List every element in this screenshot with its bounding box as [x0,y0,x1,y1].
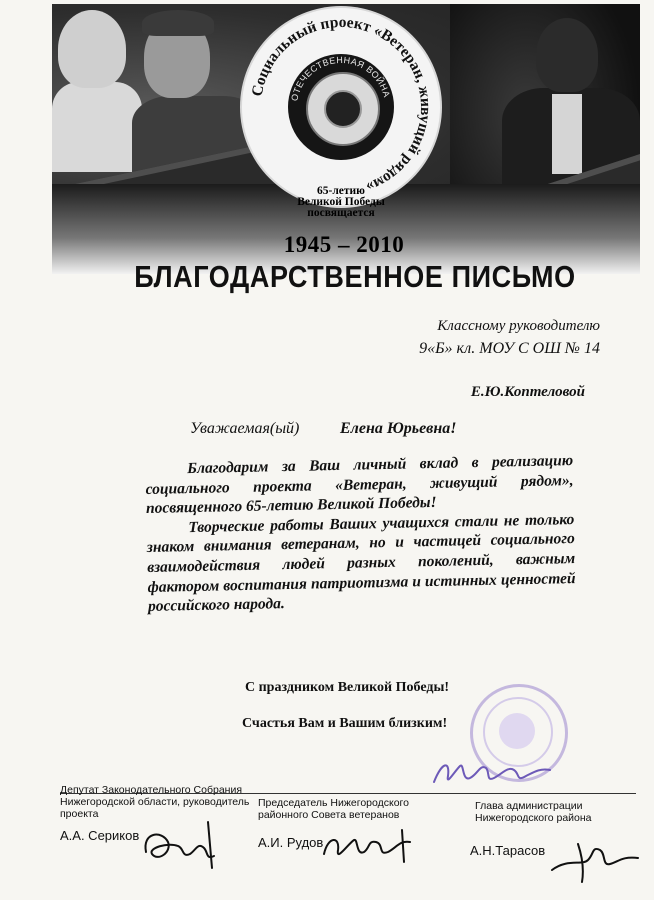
anniversary-line-1: 65-летию [317,185,365,197]
signatory-1-name: А.А. Сериков [60,828,140,843]
emblem-inner-text: ОТЕЧЕСТВЕННАЯ ВОЙНА [289,54,392,102]
boy-figure [52,82,142,172]
recipient-position: Классному руководителю [437,318,600,334]
anniversary-line-2: Великой Победы [297,196,385,208]
document-title: БЛАГОДАРСТВЕННОЕ ПИСЬМО [134,260,576,294]
emblem-text-svg [242,8,440,206]
signature-2 [318,822,418,872]
signatory-1-role: Депутат Законодательного Собрания Нижегородской области, руководитель проекта [60,784,250,820]
stamp-center [499,713,535,749]
signature-1 [138,812,228,872]
emblem-outer-text: Социальный проект «Ветеран, живущий рядом» [248,13,435,196]
veteran-cap [142,10,214,36]
signatory-2-name: А.И. Рудов [258,835,324,850]
recipient-name: Е.Ю.Коптеловой [470,384,585,400]
signatory-3-name: А.Н.Тарасов [470,843,546,858]
project-emblem [242,8,440,206]
closing-line-2: Счастья Вам и Вашим близким! [242,716,448,731]
svg-text:Социальный проект «Ветеран, жи [249,14,434,196]
years-heading: 1945 – 2010 [283,232,405,257]
officer-shirt [552,94,582,174]
officer-head [536,18,598,92]
stamp-signature [428,752,558,792]
boy-head [58,10,126,88]
addressee-name: Елена Юрьевна! [340,420,457,437]
letter-body [145,451,576,617]
body-paragraph-2: Творческие работы Ваших учащихся стали не только знаком внимания ветеранам, но и частицей социального взаимодействия людей разных поколений, важным фактором воспитания патриотизма и истинных ценностей российского народа. [146,510,576,616]
closing-line-1: С праздником Великой Победы! [245,680,450,695]
signature-3 [548,836,644,886]
recipient-school: 9«Б» кл. МОУ С ОШ № 14 [419,340,600,357]
signatory-3-role: Глава администрации Нижегородского района [475,800,592,824]
signatory-2-role: Председатель Нижегородского районного Совета ветеранов [258,797,409,821]
anniversary-line-3: посвящается [307,207,375,219]
salutation: Уважаемая(ый) [190,420,300,437]
svg-text:ОТЕЧЕСТВЕННАЯ ВОЙНА [289,55,392,102]
body-paragraph-1: Благодарим за Ваш личный вклад в реализацию социального проекта «Ветеран, живущий рядом», посвященного 65-летию Великой Победы! [145,452,574,518]
anniversary-caption [280,186,402,219]
